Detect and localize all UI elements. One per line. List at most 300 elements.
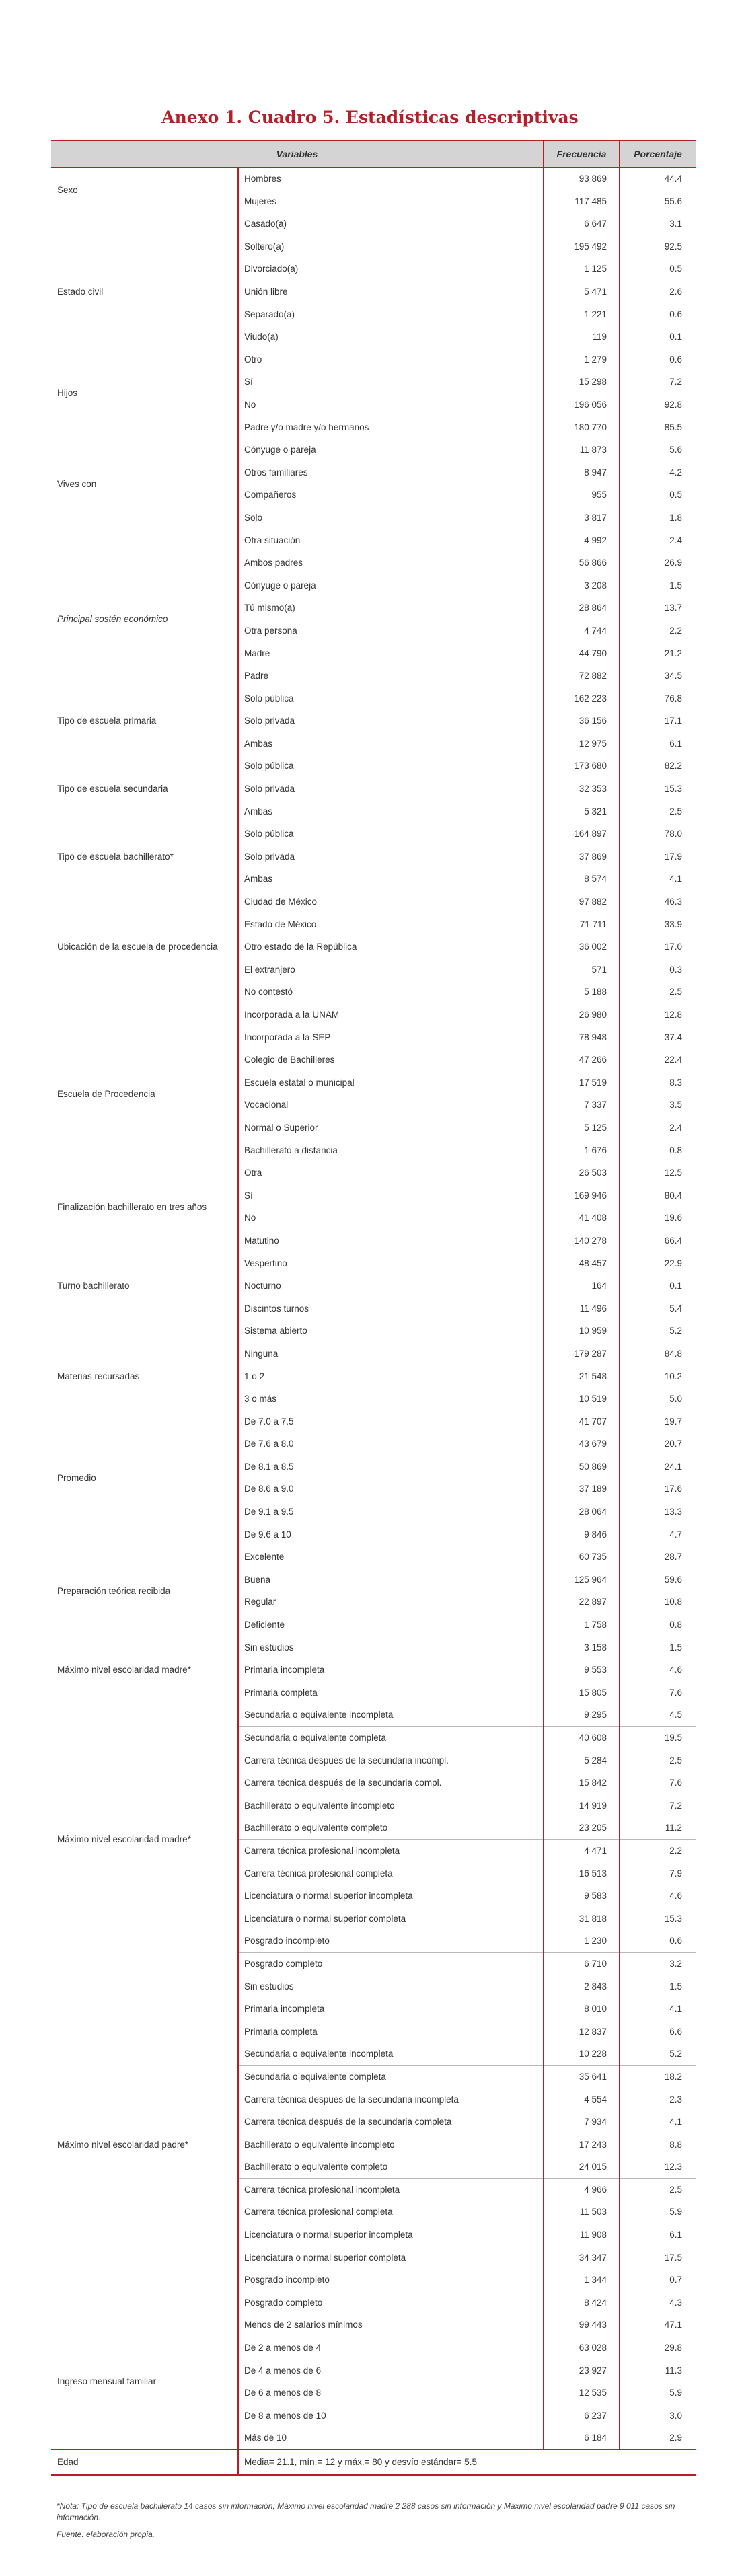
category-cell: Ambas <box>238 732 544 755</box>
category-cell: Solo pública <box>238 823 544 845</box>
frequency-cell: 12 975 <box>544 732 620 755</box>
percentage-cell: 29.8 <box>620 2337 696 2359</box>
category-cell: No <box>238 1207 544 1229</box>
variable-label: Materias recursadas <box>57 1371 140 1381</box>
category-cell: Viudo(a) <box>238 326 544 348</box>
frequency-cell: 10 228 <box>544 2043 620 2066</box>
percentage-cell: 19.5 <box>620 1727 696 1749</box>
frequency-cell: 11 496 <box>544 1297 620 1320</box>
table-body <box>51 167 696 2475</box>
frequency-cell: 48 457 <box>544 1252 620 1275</box>
category-cell: De 6 a menos de 8 <box>238 2382 544 2404</box>
category-cell: Solo privada <box>238 778 544 800</box>
percentage-cell: 2.4 <box>620 529 696 552</box>
frequency-cell: 571 <box>544 958 620 981</box>
frequency-cell: 16 513 <box>544 1862 620 1885</box>
percentage-cell: 7.6 <box>620 1772 696 1794</box>
table-row <box>51 1003 696 1026</box>
category-cell: De 4 a menos de 6 <box>238 2359 544 2382</box>
percentage-cell: 5.9 <box>620 2382 696 2404</box>
percentage-cell: 4.6 <box>620 1659 696 1681</box>
category-cell: Carrera técnica después de la secundaria incompleta <box>238 2088 544 2111</box>
category-cell: Menos de 2 salarios mínimos <box>238 2314 544 2337</box>
category-cell: Solo privada <box>238 710 544 732</box>
category-cell: El extranjero <box>238 958 544 981</box>
percentage-cell: 0.8 <box>620 1614 696 1636</box>
category-cell: Vocacional <box>238 1094 544 1116</box>
percentage-cell: 2.2 <box>620 619 696 642</box>
percentage-cell: 7.6 <box>620 1681 696 1704</box>
frequency-cell: 7 337 <box>544 1094 620 1116</box>
percentage-cell: 3.2 <box>620 1953 696 1975</box>
frequency-cell: 9 295 <box>544 1704 620 1727</box>
frequency-cell: 99 443 <box>544 2314 620 2337</box>
table-row <box>51 755 696 778</box>
category-cell: Bachillerato o equivalente completo <box>238 2156 544 2179</box>
percentage-cell: 11.2 <box>620 1817 696 1840</box>
percentage-cell: 85.5 <box>620 416 696 439</box>
percentage-cell: 37.4 <box>620 1026 696 1049</box>
frequency-cell: 1 221 <box>544 303 620 326</box>
category-cell: Ninguna <box>238 1342 544 1365</box>
category-cell: Secundaria o equivalente incompleta <box>238 1704 544 1727</box>
percentage-cell: 12.5 <box>620 1162 696 1184</box>
variable-label: Máximo nivel escolaridad madre* <box>57 1834 191 1845</box>
category-cell: Madre <box>238 642 544 665</box>
frequency-cell: 26 503 <box>544 1162 620 1184</box>
category-cell: Licenciatura o normal superior incompleta <box>238 2224 544 2246</box>
category-cell: Carrera técnica profesional completa <box>238 2201 544 2224</box>
percentage-cell: 5.6 <box>620 439 696 461</box>
frequency-cell: 28 064 <box>544 1501 620 1523</box>
category-cell: Vespertino <box>238 1252 544 1275</box>
percentage-cell: 26.9 <box>620 552 696 574</box>
category-cell: 1 o 2 <box>238 1365 544 1388</box>
table-title: Anexo 1. Cuadro 5. Estadísticas descriptivas <box>161 108 579 127</box>
variable-label: Sexo <box>57 185 78 196</box>
percentage-cell: 59.6 <box>620 1568 696 1591</box>
frequency-cell: 6 647 <box>544 213 620 235</box>
frequency-cell: 22 897 <box>544 1591 620 1614</box>
percentage-cell: 17.1 <box>620 710 696 732</box>
percentage-cell: 2.5 <box>620 1749 696 1772</box>
percentage-cell: 47.1 <box>620 2314 696 2337</box>
table-row <box>51 1184 696 1207</box>
percentage-cell: 1.5 <box>620 574 696 597</box>
variable-label: Tipo de escuela primaria <box>57 716 157 726</box>
category-cell: No <box>238 393 544 416</box>
category-cell: Carrera técnica profesional incompleta <box>238 1840 544 1862</box>
frequency-cell: 5 125 <box>544 1116 620 1139</box>
percentage-cell: 5.9 <box>620 2201 696 2224</box>
frequency-cell: 63 028 <box>544 2337 620 2359</box>
category-cell: De 7.0 a 7.5 <box>238 1410 544 1433</box>
percentage-cell: 13.7 <box>620 597 696 619</box>
category-cell: Discintos turnos <box>238 1297 544 1320</box>
frequency-cell: 35 641 <box>544 2066 620 2088</box>
category-cell: Matutino <box>238 1229 544 1252</box>
percentage-cell: 7.2 <box>620 371 696 393</box>
frequency-cell: 50 869 <box>544 1455 620 1478</box>
percentage-cell: 82.2 <box>620 755 696 778</box>
category-cell: Solo pública <box>238 755 544 778</box>
percentage-cell: 55.6 <box>620 190 696 213</box>
category-cell: Buena <box>238 1568 544 1591</box>
frequency-cell: 8 010 <box>544 1998 620 2020</box>
percentage-cell: 2.6 <box>620 280 696 303</box>
frequency-cell: 196 056 <box>544 393 620 416</box>
frequency-cell: 1 230 <box>544 1930 620 1953</box>
category-cell: Licenciatura o normal superior completa <box>238 1907 544 1930</box>
variable-label: Turno bachillerato <box>57 1281 130 1291</box>
frequency-cell: 24 015 <box>544 2156 620 2179</box>
percentage-cell: 1.5 <box>620 1975 696 1998</box>
table-row <box>51 2314 696 2337</box>
frequency-cell: 71 711 <box>544 913 620 936</box>
frequency-cell: 37 869 <box>544 845 620 868</box>
category-cell: Otra situación <box>238 529 544 552</box>
variable-label: Hijos <box>57 388 78 399</box>
frequency-cell: 7 934 <box>544 2111 620 2133</box>
table-row <box>51 823 696 845</box>
percentage-cell: 7.2 <box>620 1794 696 1817</box>
variable-label: Promedio <box>57 1472 96 1483</box>
header-variables: Variables <box>51 141 544 167</box>
percentage-cell: 22.4 <box>620 1049 696 1071</box>
frequency-cell: 11 873 <box>544 439 620 461</box>
frequency-cell: 14 919 <box>544 1794 620 1817</box>
frequency-cell: 41 408 <box>544 1207 620 1229</box>
percentage-cell: 6.1 <box>620 732 696 755</box>
percentage-cell: 2.5 <box>620 800 696 823</box>
frequency-cell: 955 <box>544 484 620 506</box>
percentage-cell: 22.9 <box>620 1252 696 1275</box>
percentage-cell: 5.0 <box>620 1388 696 1410</box>
variable-label: Finalización bachillerato en tres años <box>57 1201 207 1212</box>
frequency-cell: 21 548 <box>544 1365 620 1388</box>
table-row <box>51 1636 696 1659</box>
category-cell: Licenciatura o normal superior incompleta <box>238 1885 544 1907</box>
variable-label: Ingreso mensual familiar <box>57 2376 157 2387</box>
percentage-cell: 0.5 <box>620 484 696 506</box>
frequency-cell: 162 223 <box>544 687 620 710</box>
category-cell: Carrera técnica después de la secundaria compl. <box>238 1772 544 1794</box>
category-cell: Padre <box>238 665 544 687</box>
category-cell: Regular <box>238 1591 544 1614</box>
percentage-cell: 2.4 <box>620 1116 696 1139</box>
percentage-cell: 18.2 <box>620 2066 696 2088</box>
frequency-cell: 12 837 <box>544 2020 620 2043</box>
frequency-cell: 15 842 <box>544 1772 620 1794</box>
frequency-cell: 36 156 <box>544 710 620 732</box>
percentage-cell: 3.5 <box>620 1094 696 1116</box>
frequency-cell: 32 353 <box>544 778 620 800</box>
frequency-cell: 17 243 <box>544 2133 620 2156</box>
variable-label: Principal sostén económico <box>57 614 168 625</box>
category-cell: Ciudad de México <box>238 891 544 913</box>
percentage-cell: 80.4 <box>620 1184 696 1207</box>
frequency-cell: 3 158 <box>544 1636 620 1659</box>
header-row <box>51 141 696 167</box>
frequency-cell: 1 676 <box>544 1139 620 1162</box>
category-cell: De 9.6 a 10 <box>238 1523 544 1546</box>
category-cell: Ambas <box>238 800 544 823</box>
category-cell: Carrera técnica profesional incompleta <box>238 2179 544 2201</box>
edad-row <box>51 2450 696 2475</box>
category-cell: Normal o Superior <box>238 1116 544 1139</box>
table-source: Fuente: elaboración propia. <box>57 2530 155 2539</box>
percentage-cell: 2.3 <box>620 2088 696 2111</box>
percentage-cell: 3.0 <box>620 2404 696 2427</box>
frequency-cell: 60 735 <box>544 1546 620 1568</box>
percentage-cell: 1.8 <box>620 506 696 529</box>
percentage-cell: 92.8 <box>620 393 696 416</box>
percentage-cell: 19.7 <box>620 1410 696 1433</box>
percentage-cell: 12.8 <box>620 1003 696 1026</box>
category-cell: Bachillerato o equivalente incompleto <box>238 2133 544 2156</box>
percentage-cell: 3.1 <box>620 213 696 235</box>
category-cell: Carrera técnica profesional completa <box>238 1862 544 1885</box>
table-row <box>51 371 696 393</box>
frequency-cell: 72 882 <box>544 665 620 687</box>
frequency-cell: 56 866 <box>544 552 620 574</box>
frequency-cell: 26 980 <box>544 1003 620 1026</box>
percentage-cell: 2.5 <box>620 2179 696 2201</box>
table-row <box>51 213 696 235</box>
percentage-cell: 6.6 <box>620 2020 696 2043</box>
category-cell: Bachillerato o equivalente incompleto <box>238 1794 544 1817</box>
category-cell: Otra persona <box>238 619 544 642</box>
percentage-cell: 10.2 <box>620 1365 696 1388</box>
percentage-cell: 15.3 <box>620 778 696 800</box>
category-cell: Secundaria o equivalente completa <box>238 1727 544 1749</box>
frequency-cell: 4 744 <box>544 619 620 642</box>
frequency-cell: 43 679 <box>544 1433 620 1455</box>
percentage-cell: 24.1 <box>620 1455 696 1478</box>
header-porcentaje: Porcentaje <box>620 141 696 167</box>
edad-summary: Media= 21.1, mín.= 12 y máx.= 80 y desvío estándar= 5.5 <box>244 2456 477 2467</box>
category-cell: No contestó <box>238 981 544 1003</box>
frequency-cell: 15 298 <box>544 371 620 393</box>
frequency-cell: 17 519 <box>544 1071 620 1094</box>
category-cell: Bachillerato a distancia <box>238 1139 544 1162</box>
percentage-cell: 20.7 <box>620 1433 696 1455</box>
percentage-cell: 4.1 <box>620 2111 696 2133</box>
percentage-cell: 19.6 <box>620 1207 696 1229</box>
frequency-cell: 195 492 <box>544 235 620 258</box>
table-row <box>51 167 696 190</box>
table-note: *Nota: Tipo de escuela bachillerato 14 casos sin información; Máximo nivel escolaridad madre 2 288 casos sin información y Máximo nivel escolaridad padre 9 011 casos sin información. <box>57 2501 675 2522</box>
category-cell: Primaria incompleta <box>238 1659 544 1681</box>
percentage-cell: 4.1 <box>620 1998 696 2020</box>
category-cell: Cónyuge o pareja <box>238 574 544 597</box>
table-row <box>51 1975 696 1998</box>
header-frecuencia: Frecuencia <box>544 141 620 167</box>
category-cell: Divorciado(a) <box>238 258 544 280</box>
frequency-cell: 4 554 <box>544 2088 620 2111</box>
percentage-cell: 0.8 <box>620 1139 696 1162</box>
percentage-cell: 17.9 <box>620 845 696 868</box>
frequency-cell: 173 680 <box>544 755 620 778</box>
category-cell: Otro estado de la República <box>238 936 544 958</box>
percentage-cell: 28.7 <box>620 1546 696 1568</box>
category-cell: De 9.1 a 9.5 <box>238 1501 544 1523</box>
statistics-table-container <box>51 140 696 2476</box>
percentage-cell: 2.2 <box>620 1840 696 1862</box>
frequency-cell: 5 188 <box>544 981 620 1003</box>
percentage-cell: 84.8 <box>620 1342 696 1365</box>
frequency-cell: 140 278 <box>544 1229 620 1252</box>
frequency-cell: 41 707 <box>544 1410 620 1433</box>
statistics-table <box>51 140 696 2476</box>
percentage-cell: 4.2 <box>620 461 696 484</box>
table-row <box>51 687 696 710</box>
frequency-cell: 5 284 <box>544 1749 620 1772</box>
frequency-cell: 47 266 <box>544 1049 620 1071</box>
percentage-cell: 1.5 <box>620 1636 696 1659</box>
frequency-cell: 179 287 <box>544 1342 620 1365</box>
frequency-cell: 8 424 <box>544 2291 620 2314</box>
percentage-cell: 17.0 <box>620 936 696 958</box>
variable-label: Tipo de escuela secundaria <box>57 784 168 794</box>
category-cell: Posgrado incompleto <box>238 1930 544 1953</box>
frequency-cell: 119 <box>544 326 620 348</box>
category-cell: Secundaria o equivalente completa <box>238 2066 544 2088</box>
category-cell: Solo pública <box>238 687 544 710</box>
frequency-cell: 3 208 <box>544 574 620 597</box>
percentage-cell: 4.3 <box>620 2291 696 2314</box>
variable-label: Máximo nivel escolaridad padre* <box>57 2139 189 2150</box>
category-cell: Primaria completa <box>238 1681 544 1704</box>
percentage-cell: 5.2 <box>620 2043 696 2066</box>
category-cell: Sin estudios <box>238 1975 544 1998</box>
category-cell: Casado(a) <box>238 213 544 235</box>
category-cell: De 8 a menos de 10 <box>238 2404 544 2427</box>
category-cell: Posgrado completo <box>238 1953 544 1975</box>
variable-label: Máximo nivel escolaridad madre* <box>57 1665 191 1675</box>
frequency-cell: 1 758 <box>544 1614 620 1636</box>
frequency-cell: 23 205 <box>544 1817 620 1840</box>
percentage-cell: 7.9 <box>620 1862 696 1885</box>
table-row <box>51 1546 696 1568</box>
category-cell: Más de 10 <box>238 2427 544 2450</box>
category-cell: Separado(a) <box>238 303 544 326</box>
percentage-cell: 0.7 <box>620 2269 696 2291</box>
table-row <box>51 1704 696 1727</box>
frequency-cell: 31 818 <box>544 1907 620 1930</box>
frequency-cell: 4 471 <box>544 1840 620 1862</box>
percentage-cell: 11.3 <box>620 2359 696 2382</box>
category-cell: Licenciatura o normal superior completa <box>238 2246 544 2269</box>
percentage-cell: 10.8 <box>620 1591 696 1614</box>
table-header <box>51 141 696 167</box>
category-cell: Soltero(a) <box>238 235 544 258</box>
percentage-cell: 17.5 <box>620 2246 696 2269</box>
category-cell: De 8.6 a 9.0 <box>238 1478 544 1501</box>
category-cell: Incorporada a la SEP <box>238 1026 544 1049</box>
frequency-cell: 125 964 <box>544 1568 620 1591</box>
percentage-cell: 46.3 <box>620 891 696 913</box>
percentage-cell: 4.5 <box>620 1704 696 1727</box>
category-cell: Secundaria o equivalente incompleta <box>238 2043 544 2066</box>
percentage-cell: 0.6 <box>620 303 696 326</box>
frequency-cell: 5 321 <box>544 800 620 823</box>
frequency-cell: 9 553 <box>544 1659 620 1681</box>
category-cell: Otro <box>238 348 544 371</box>
percentage-cell: 34.5 <box>620 665 696 687</box>
category-cell: Estado de México <box>238 913 544 936</box>
category-cell: Escuela estatal o municipal <box>238 1071 544 1094</box>
percentage-cell: 0.6 <box>620 1930 696 1953</box>
table-row <box>51 891 696 913</box>
percentage-cell: 0.6 <box>620 348 696 371</box>
category-cell: De 7.6 a 8.0 <box>238 1433 544 1455</box>
frequency-cell: 10 519 <box>544 1388 620 1410</box>
frequency-cell: 5 471 <box>544 280 620 303</box>
frequency-cell: 37 189 <box>544 1478 620 1501</box>
table-row <box>51 416 696 439</box>
table-row <box>51 1229 696 1252</box>
percentage-cell: 44.4 <box>620 167 696 190</box>
percentage-cell: 13.3 <box>620 1501 696 1523</box>
percentage-cell: 6.1 <box>620 2224 696 2246</box>
category-cell: Cónyuge o pareja <box>238 439 544 461</box>
percentage-cell: 12.3 <box>620 2156 696 2179</box>
frequency-cell: 40 608 <box>544 1727 620 1749</box>
frequency-cell: 97 882 <box>544 891 620 913</box>
category-cell: Unión libre <box>238 280 544 303</box>
percentage-cell: 15.3 <box>620 1907 696 1930</box>
category-cell: Otra <box>238 1162 544 1184</box>
frequency-cell: 6 184 <box>544 2427 620 2450</box>
variable-label: Estado civil <box>57 287 104 297</box>
category-cell: Padre y/o madre y/o hermanos <box>238 416 544 439</box>
frequency-cell: 78 948 <box>544 1026 620 1049</box>
category-cell: Sí <box>238 1184 544 1207</box>
category-cell: Primaria incompleta <box>238 1998 544 2020</box>
percentage-cell: 0.1 <box>620 326 696 348</box>
percentage-cell: 0.3 <box>620 958 696 981</box>
frequency-cell: 8 947 <box>544 461 620 484</box>
category-cell: Incorporada a la UNAM <box>238 1003 544 1026</box>
category-cell: Mujeres <box>238 190 544 213</box>
category-cell: Solo privada <box>238 845 544 868</box>
frequency-cell: 2 843 <box>544 1975 620 1998</box>
category-cell: Carrera técnica después de la secundaria incompl. <box>238 1749 544 1772</box>
percentage-cell: 0.1 <box>620 1275 696 1297</box>
category-cell: Deficiente <box>238 1614 544 1636</box>
category-cell: Solo <box>238 506 544 529</box>
frequency-cell: 44 790 <box>544 642 620 665</box>
frequency-cell: 8 574 <box>544 868 620 891</box>
percentage-cell: 4.1 <box>620 868 696 891</box>
percentage-cell: 8.3 <box>620 1071 696 1094</box>
category-cell: Sistema abierto <box>238 1320 544 1342</box>
percentage-cell: 66.4 <box>620 1229 696 1252</box>
percentage-cell: 76.8 <box>620 687 696 710</box>
category-cell: Carrera técnica después de la secundaria completa <box>238 2111 544 2133</box>
frequency-cell: 1 344 <box>544 2269 620 2291</box>
category-cell: Ambos padres <box>238 552 544 574</box>
percentage-cell: 0.5 <box>620 258 696 280</box>
category-cell: Otros familiares <box>238 461 544 484</box>
percentage-cell: 92.5 <box>620 235 696 258</box>
table-notes <box>57 2501 689 2540</box>
frequency-cell: 93 869 <box>544 167 620 190</box>
category-cell: Sí <box>238 371 544 393</box>
frequency-cell: 11 908 <box>544 2224 620 2246</box>
frequency-cell: 11 503 <box>544 2201 620 2224</box>
